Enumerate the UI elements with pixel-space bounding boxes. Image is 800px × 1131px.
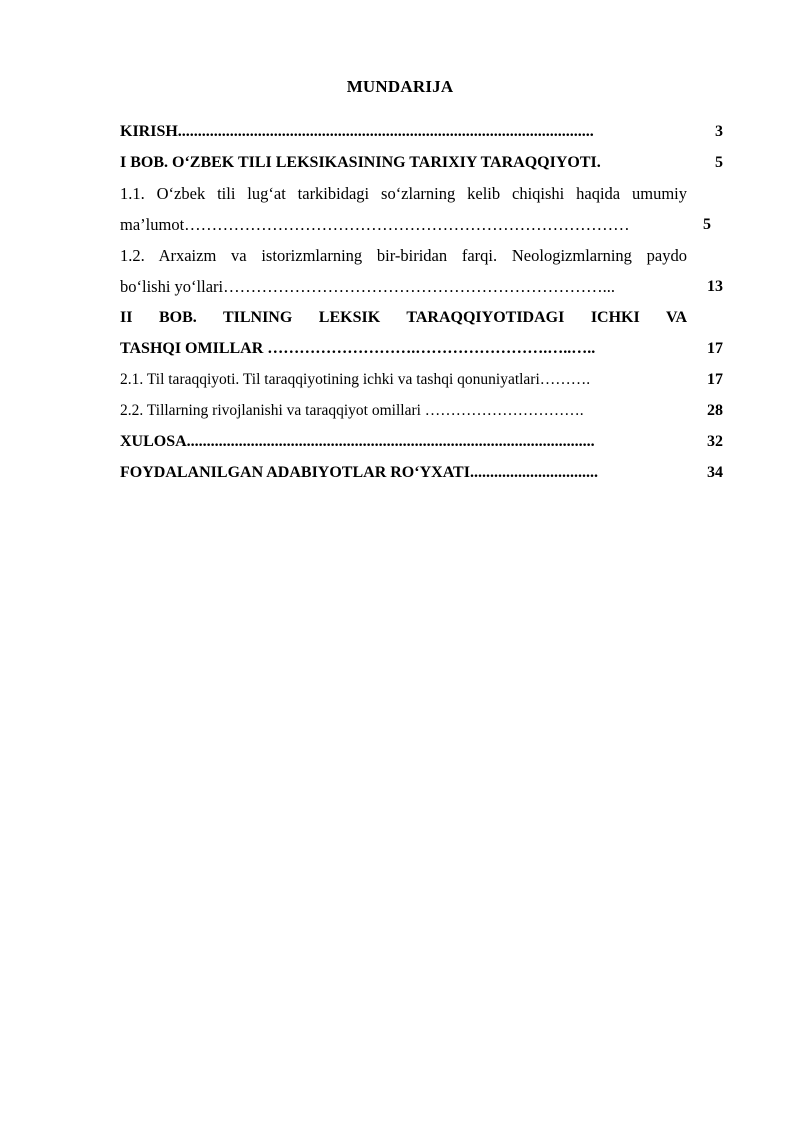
toc-entry-section-2-1 [120,364,723,395]
toc-page-number: 17 [707,340,723,357]
page-title: MUNDARIJA [346,77,454,96]
toc-entry-text: XULOSA...................................................................................................... [120,433,595,450]
toc-page-number: 28 [707,402,723,419]
toc-entry-chapter-2 [120,302,723,333]
toc-page-number: 5 [703,216,711,233]
table-of-contents [120,116,723,488]
toc-entry-section-1-2 [120,240,723,271]
toc-entry-text: FOYDALANILGAN ADABIYOTLAR RO‘YXATI................................ [120,464,598,481]
toc-entry-section-1-1 [120,178,723,209]
toc-entry-section-1-2-cont [120,271,723,302]
toc-entry-xulosa [120,426,723,457]
toc-entry-section-2-2 [120,395,723,426]
toc-page-number: 17 [707,371,723,388]
toc-entry-text: 1.2. Arxaizm va istorizmlarning bir-biridan farqi. Neologizmlarning paydo [120,246,687,265]
toc-entry-text: II BOB. TILNING LEKSIK TARAQQIYOTIDAGI ICHKI VA [120,309,687,326]
toc-entry-text: 2.2. Tillarning rivojlanishi va taraqqiyot omillari …………………………. [120,402,584,419]
toc-entry-text: I BOB. O‘ZBEK TILI LEKSIKASINING TARIXIY TARAQQIYOTI. [120,154,601,171]
toc-entry-text: 2.1. Til taraqqiyoti. Til taraqqiyotining ichki va tashqi qonuniyatlari………. [120,371,591,388]
toc-entry-text: TASHQI OMILLAR ……………………….…………………….…..….. [120,340,596,357]
toc-entry-section-1-1-cont [120,209,723,240]
toc-entry-chapter-1 [120,147,723,178]
toc-entry-text: KIRISH........................................................................................................ [120,123,594,140]
toc-entry-references [120,457,723,488]
toc-entry-text: ma’lumot……………………………………………………………………… [120,215,630,234]
toc-page-number: 3 [715,123,723,140]
toc-entry-kirish [120,116,723,147]
toc-page-number: 13 [707,278,723,295]
toc-page-number: 5 [715,154,723,171]
toc-page-number: 32 [707,433,723,450]
toc-entry-text: 1.1. O‘zbek tili lug‘at tarkibidagi so‘zlarning kelib chiqishi haqida umumiy [120,184,687,203]
toc-entry-chapter-2-cont [120,333,723,364]
toc-entry-text: bo‘lishi yo‘llari……………………………………………………………... [120,277,615,296]
toc-page-number: 34 [707,464,723,481]
